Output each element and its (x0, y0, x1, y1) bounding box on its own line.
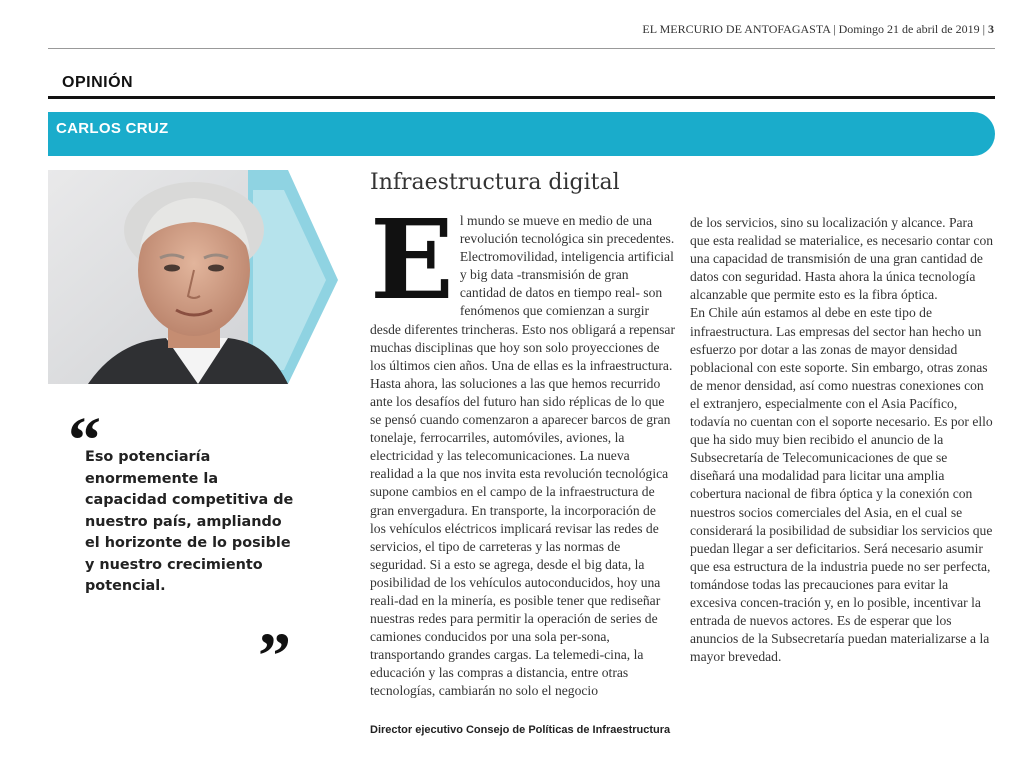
drop-cap: E (370, 195, 454, 324)
masthead (642, 22, 994, 37)
article-paragraph: En Chile aún estamos al debe en este tipo de infraestructura. Las empresas del sector han hecho un esfuerzo por dotar a las zonas de mayor densidad poblacional con este soporte. Sin embargo, otras zonas de menor densidad, así como nuestras conexiones con el extranjero, especialmente con el Asia Pacífico, todavía no cuentan con el soporte necesario. Es por ello que ha sido muy bien recibido el anuncio de la Subsecretaría de Telecomunicaciones de que se diseñará una modalidad para licitar una amplia cobertura nacional de fibra óptica y la conexión con nuestros socios comerciales del Asia, en el cual se considerará la posibilidad de subsidiar los servicios que puedan llegar a ser deficitarios. Será necesario asumir que esa estructura de la industria puede no ser perfecta, tomándose todas las precauciones para evitar la excesiva concen-tración y, en lo posible, incentivar la entrada de nuevos actores. Es de esperar que los anuncios de la Subsecretaría puedan materializarse a la mayor brevedad. (690, 305, 993, 665)
author-bar (48, 112, 995, 156)
photo-eye-right (208, 265, 224, 272)
page-number: 3 (988, 22, 994, 36)
article-paragraph: de los servicios, sino su localización y alcance. Para que esta realidad se materialice, es necesario contar con una capacidad de transmisión de una gran cantidad de datos con seguridad. Hasta ahora la única tecnología alcanzable que permite esto es la fibra óptica. (690, 215, 994, 303)
photo-accent-shape-inner (253, 190, 326, 370)
article-text: l mundo se mueve en medio de una revolución tecnológica sin precedentes. Electromovilidad, inteligencia artificial y big data -transmisión de gran cantidad de datos en tiempo real- son fenómenos que comienzan a surgir desde diferentes trincheras. Esto nos obligará a repensar muchas disciplinas que hoy son solo proyecciones de los últimos cien años. Una de ellas es la infraestructura. Hasta ahora, las soluciones a las que hemos recurrido ante los desafíos del futuro han sido réplicas de lo que se pensó cuando comenzaron a aparecer barcos de gran tonelaje, ferrocarriles, automóviles, aviones, la electricidad y las telecomunicaciones. La nueva realidad a la que nos invita esta revolución tecnológica supone cambios en el campo de la infraestructura de gran envergadura. En transporte, la incorporación de los vehículos eléctricos implicará revisar las redes de servicios, el tipo de carreteras y las normas de seguridad. Si a esto se agrega, desde el big data, la posibilidad de los vehículos autoconducidos, hoy una reali-dad en la minería, es posible tener que rediseñar nuestras redes para permitir la operación de series de camiones conducidos por una sola per-sona, transportando grandes cargas. La telemedi-cina, la educación y las compras a distancia, entre otras tecnologías, cambiarán no solo el negocio (370, 213, 675, 699)
masthead-separator: | (982, 22, 988, 36)
article-headline: Infraestructura digital (370, 170, 620, 195)
section-rule (48, 96, 995, 99)
publication-date: Domingo 21 de abril de 2019 (838, 22, 980, 36)
header-rule (48, 48, 995, 49)
section-title: OPINIÓN (62, 74, 134, 91)
author-signature: Director ejecutivo Consejo de Políticas de Infraestructura (370, 724, 671, 736)
quote-open-mark: “ (68, 404, 101, 477)
article-column-2 (690, 214, 995, 666)
author-name: CARLOS CRUZ (56, 120, 169, 137)
photo-eye-left (164, 265, 180, 272)
author-photo (48, 170, 338, 384)
quote-close-mark: ” (258, 620, 291, 693)
masthead-separator: | (833, 22, 839, 36)
pull-quote: Eso potenciaría enormemente la capacidad competitiva de nuestro país, ampliando el horizonte de lo posible y nuestro crecimiento potencial. (85, 449, 294, 594)
publication-name: EL MERCURIO DE ANTOFAGASTA (642, 22, 831, 36)
article-column-1 (370, 195, 675, 701)
